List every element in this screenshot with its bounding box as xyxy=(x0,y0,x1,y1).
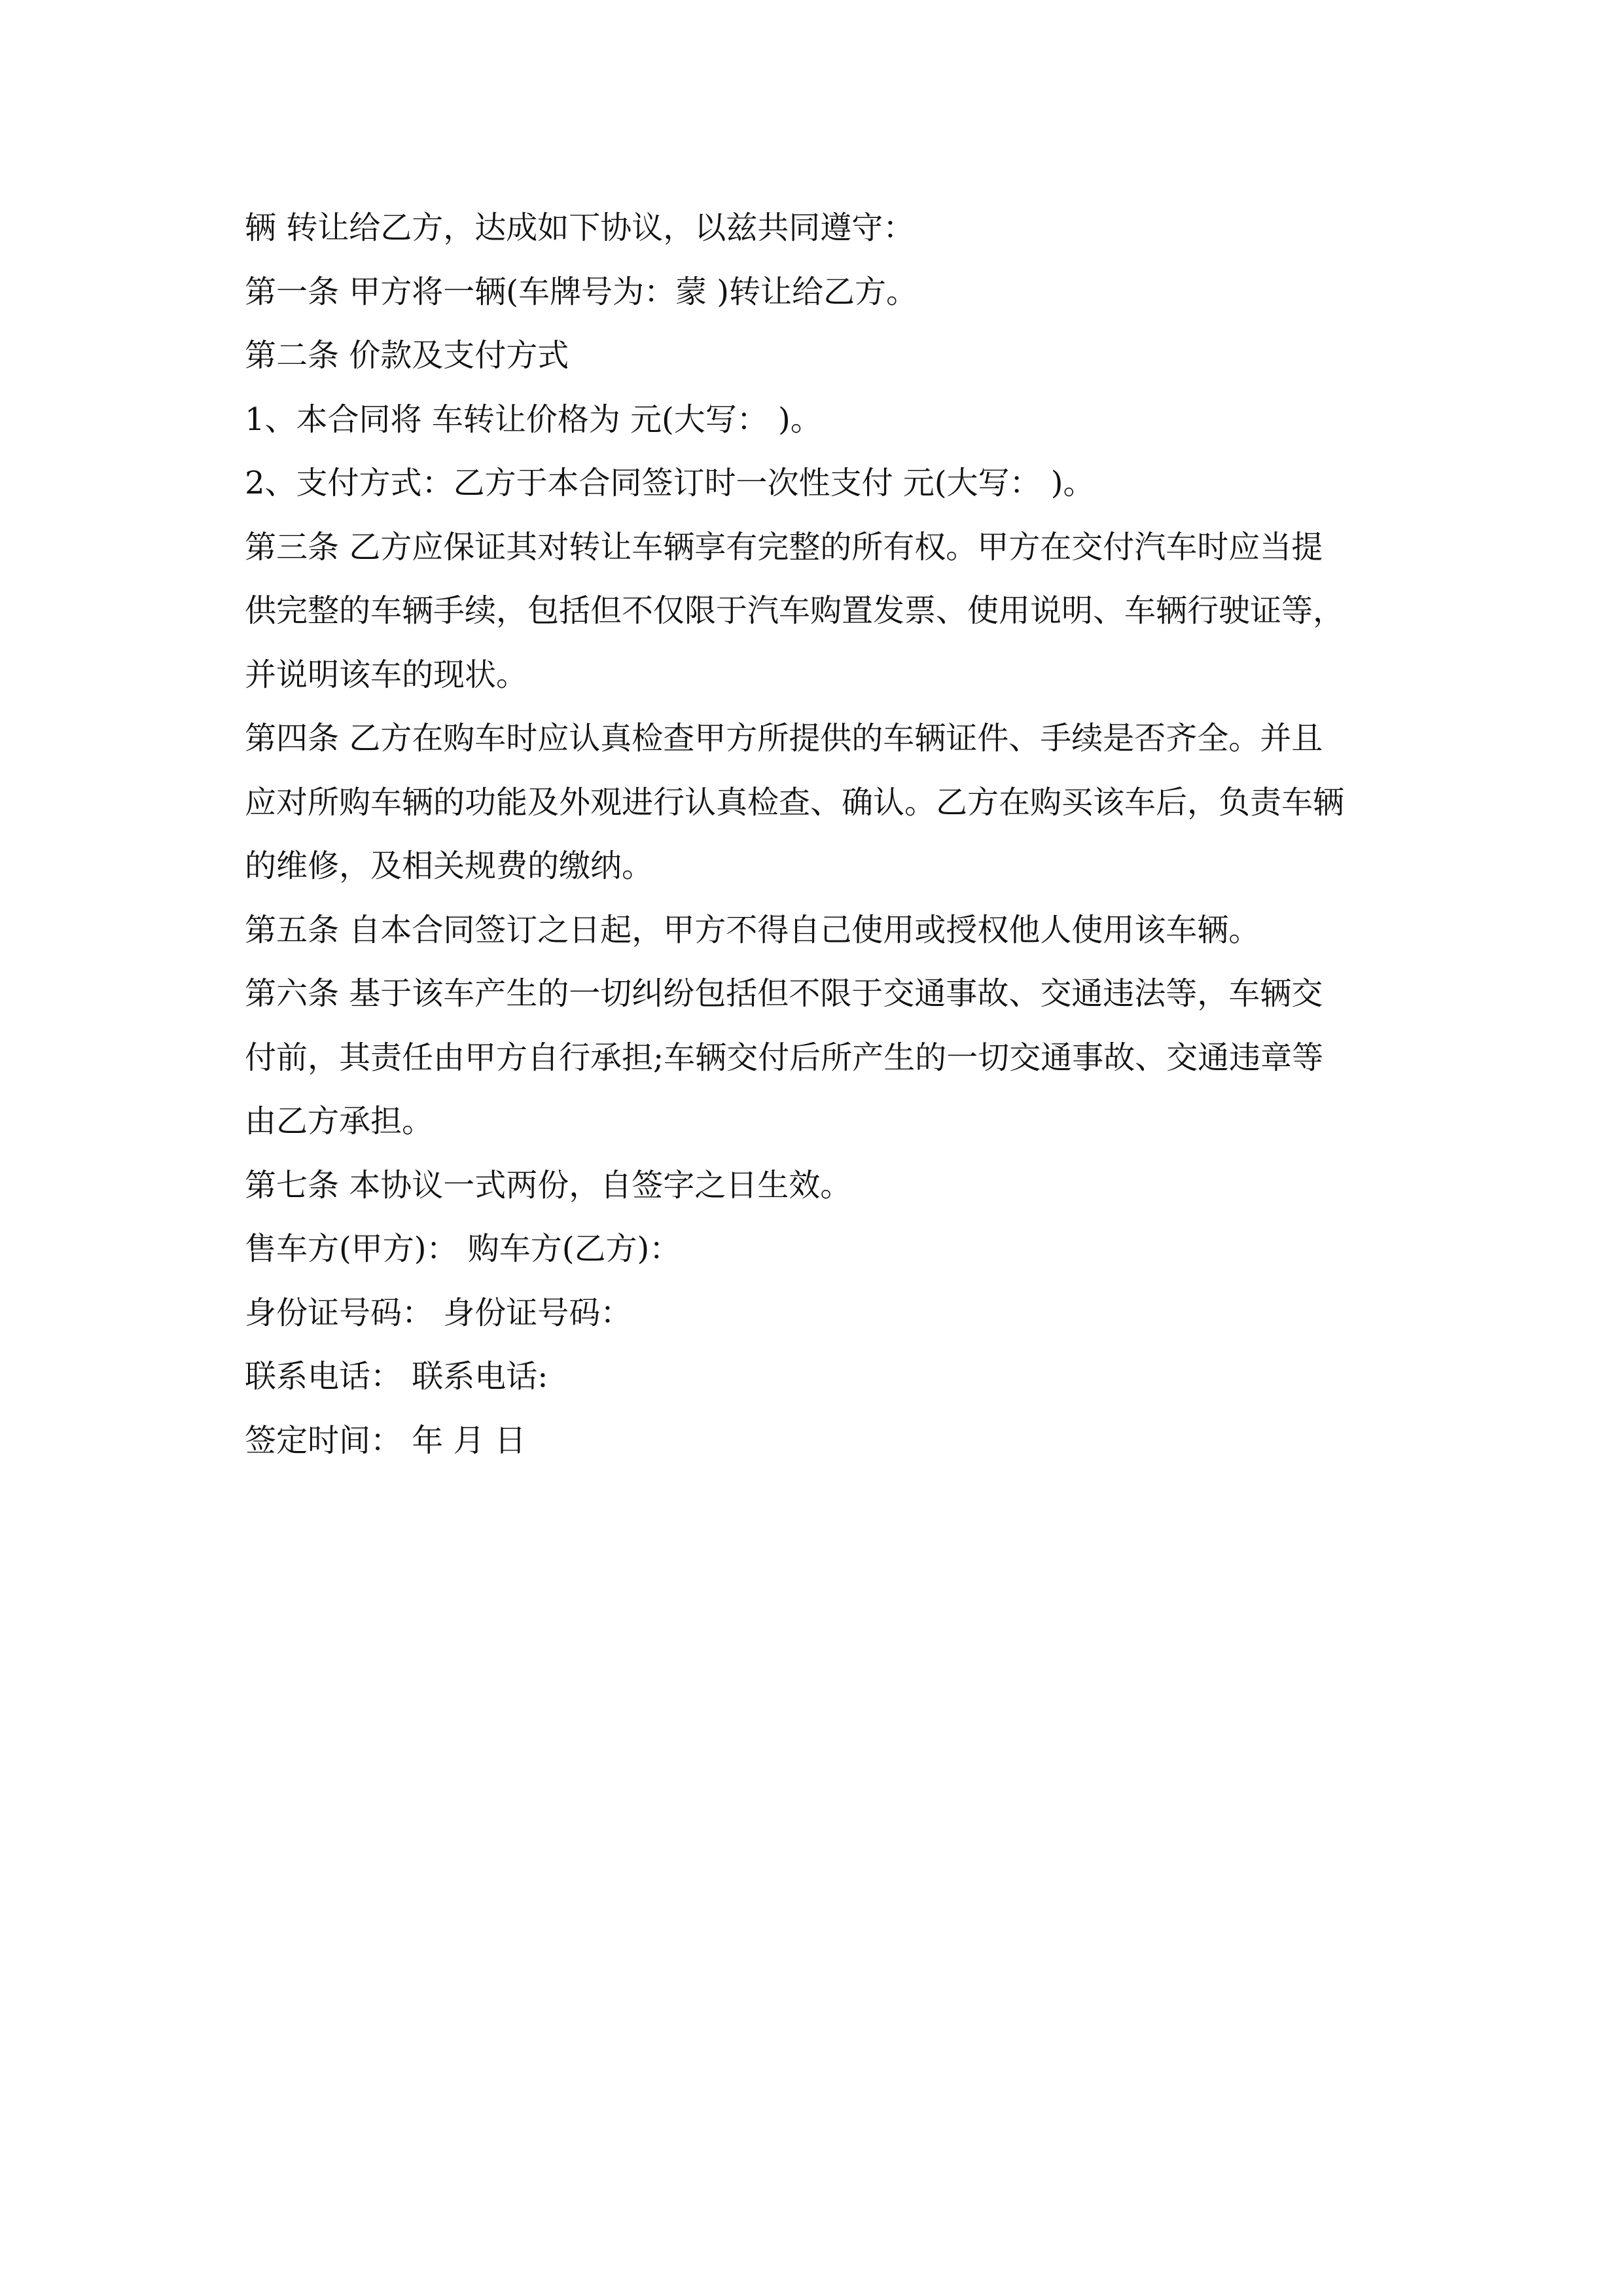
text-line: 由乙方承担。 xyxy=(245,1103,434,1139)
article-7: 第七条 本协议一式两份，自签字之日生效。 xyxy=(245,1166,852,1204)
article-2-item-1: 1、本合同将 车转让价格为 元(大写： )。 xyxy=(245,401,822,438)
article-2-heading: 第二条 价款及支付方式 xyxy=(245,337,569,374)
text-line: 并说明该车的现状。 xyxy=(245,656,528,693)
article-2-item-2: 2、支付方式：乙方于本合同签订时一次性支付 元(大写： )。 xyxy=(245,465,1095,501)
seller-buyer-line: 售车方(甲方)： 购车方(乙方)： xyxy=(245,1230,681,1267)
text-line: 供完整的车辆手续，包括但不仅限于汽车购置发票、使用说明、车辆行驶证等， xyxy=(245,592,1345,629)
article-6: 第六条 基于该车产生的一切纠纷包括但不限于交通事故、交通违法等，车辆交 xyxy=(245,975,1323,1012)
signing-date-line: 签定时间： 年 月 日 xyxy=(245,1422,526,1459)
article-3: 第三条 乙方应保证其对转让车辆享有完整的所有权。甲方在交付汽车时应当提 xyxy=(245,528,1323,565)
text-line: 付前，其责任由甲方自行承担;车辆交付后所产生的一切交通事故、交通违章等 xyxy=(245,1039,1324,1076)
article-5: 第五条 自本合同签订之日起，甲方不得自己使用或授权他人使用该车辆。 xyxy=(245,911,1260,948)
contract-body xyxy=(245,196,1383,1473)
text-line: 应对所购车辆的功能及外观进行认真检查、确认。乙方在购买该车后，负责车辆 xyxy=(245,783,1345,821)
phone-line: 联系电话： 联系电话: xyxy=(245,1358,548,1395)
text-line: 辆 转让给乙方，达成如下协议，以兹共同遵守： xyxy=(245,209,915,246)
text-line: 的维修，及相关规费的缴纳。 xyxy=(245,848,654,884)
article-1: 第一条 甲方将一辆(车牌号为：蒙 )转让给乙方。 xyxy=(245,273,918,310)
article-4: 第四条 乙方在购车时应认真检查甲方所提供的车辆证件、手续是否齐全。并且 xyxy=(245,720,1323,757)
id-number-line: 身份证号码： 身份证号码： xyxy=(245,1294,632,1331)
